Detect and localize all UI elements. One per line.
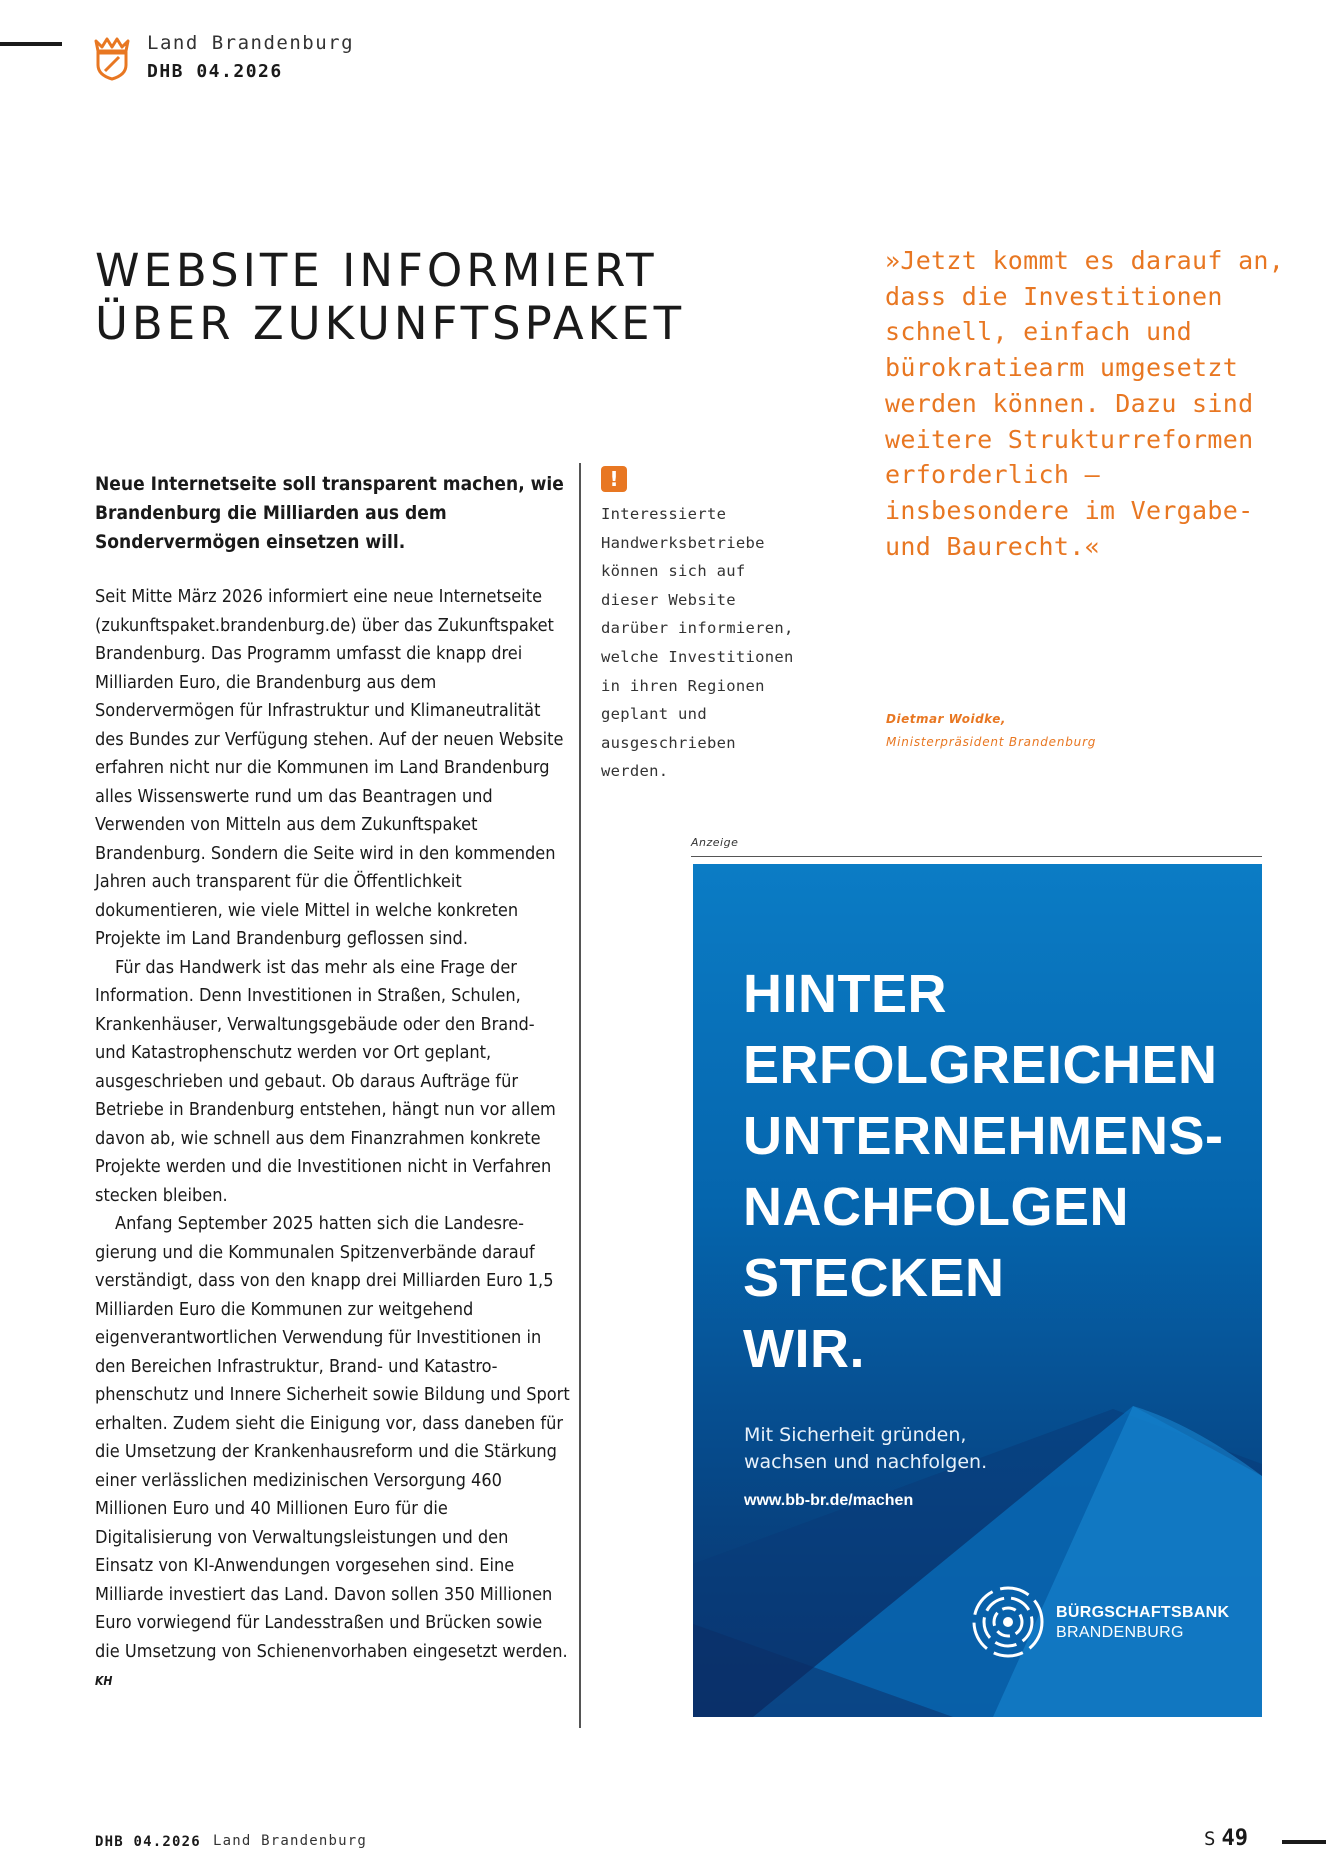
advert-headline-line: STECKEN xyxy=(743,1248,1005,1308)
advert-subline-line: Mit Sicherheit gründen, xyxy=(744,1424,967,1446)
article-headline xyxy=(95,244,715,350)
exclamation-icon: ! xyxy=(601,466,627,492)
quote-author: Dietmar Woidke, xyxy=(886,712,1006,726)
header-rule xyxy=(0,42,62,46)
headline-line-1: WEBSITE INFORMIERT xyxy=(95,244,658,297)
advert-headline-line: ERFOLGREICHEN xyxy=(743,1035,1218,1095)
quote-author-name: Dietmar Woidke xyxy=(886,712,1001,726)
pull-quote: »Jetzt kommt es darauf an, dass die Investitionen schnell, einfach und bürokratiearm umgesetzt werden können. Dazu sind weitere Strukturreformen erforderlich – insbesondere im Vergabe- und Baurecht.« xyxy=(885,246,1285,561)
page-number-value: 49 xyxy=(1221,1826,1248,1851)
advert-headline-line: HINTER xyxy=(743,964,947,1024)
article-paragraph: Seit Mitte März 2026 informiert eine neue Internetseite (zukunftspaket.brandenburg.de) über das Zukunftspaket Brandenburg. Das Programm umfasst die knapp drei Milliarden Euro, die Brandenburg aus dem Sondervermögen für Infrastruktur und Klimaneutralität des Bundes zur Verfügung stehen. Auf der neuen Website erfahren nicht nur die Kommunen im Land Brandenburg alles Wissenswerte rund um das Beantragen und Verwenden von Mitteln aus dem Zukunftspaket Brandenburg. Sondern die Seite wird in den kommenden Jahren auch transparent für die Öffentlichkeit dokumentieren, wie viele Mittel in welche konkreten Projekte im Land Brandenburg geflossen sind. xyxy=(95,586,564,949)
header-issue: DHB 04.2026 xyxy=(147,61,283,82)
advert-subline xyxy=(744,1422,1064,1476)
advert-brand-name: BÜRGSCHAFTSBANK xyxy=(1056,1604,1230,1621)
advert-headline-line: NACHFOLGEN xyxy=(743,1177,1129,1237)
advert-headline-line: WIR. xyxy=(743,1319,865,1379)
buergschaftsbank-logo-icon xyxy=(970,1584,1046,1660)
footer-rule xyxy=(1282,1840,1326,1844)
author-initials: KH xyxy=(95,1674,113,1688)
crest-icon xyxy=(92,35,132,81)
page-number xyxy=(1204,1826,1248,1851)
advert-label: Anzeige xyxy=(691,836,739,849)
advert-headline xyxy=(743,959,1262,1385)
article-body xyxy=(95,583,570,1696)
footer-issue: DHB 04.2026 xyxy=(95,1834,201,1850)
article-paragraph: Für das Handwerk ist das mehr als eine Frage der Information. Denn Investitionen in Straßen, Schulen, Krankenhäuser, Verwaltungsgebäude oder den Brand- und Katastrophenschutz werden vor Ort geplant, ausgeschrieben und gebaut. Ob daraus Aufträge für Betriebe in Brandenburg entstehen, hängt nun vor allem davon ab, wie schnell aus dem Finanzrahmen konkrete Projekte werden und die Investitionen nicht in Verfahren stecken bleiben. xyxy=(95,956,556,1206)
advertisement[interactable] xyxy=(693,864,1262,1717)
advert-rule xyxy=(691,856,1262,857)
headline-line-2: ÜBER ZUKUNFTSPAKET xyxy=(95,297,686,350)
quote-author-role: Ministerpräsident Brandenburg xyxy=(886,735,1097,749)
article-lead: Neue Internetseite soll transparent machen, wie Brandenburg die Milliarden aus dem Sondervermögen einsetzen will. xyxy=(95,473,564,553)
advert-url-link[interactable]: www.bb-br.de/machen xyxy=(744,1492,914,1509)
footer-region: Land Brandenburg xyxy=(213,1833,368,1849)
column-divider xyxy=(579,463,581,1728)
info-box-text: Interessierte Handwerksbetriebe können sich auf dieser Website darüber informieren, welche Investitionen in ihren Regionen geplant und ausgeschrieben werden. xyxy=(601,505,794,781)
article-paragraph-text: Anfang September 2025 hatten sich die Landesregierung und die Kommunalen Spitzenverbände darauf verständigt, dass von den knapp drei Milliarden Euro 1,5 Milliarden Euro die Kommunen zur weitgehend eigenverantwortlichen Verwendung für Investitionen in den Bereichen Infrastruktur, Brand- und Katastrophenschutz und Innere Sicherheit sowie Bildung und Sport erhalten. Zudem sieht die Einigung vor, dass daneben für die Umsetzung der Krankenhausreform und die Stärkung einer verlässlichen medizinischen Versorgung 460 Millionen Euro und 40 Millionen Euro für die Digitalisierung von Verwaltungsleistungen und den Einsatz von KI-Anwendungen vorgesehen sind. Eine Milliarde investiert das Land. Davon sollen 350 Millionen Euro vorwiegend für Landesstraßen und Brücken sowie die Umsetzung von Schienenvorhaben eingesetzt werden. xyxy=(95,1213,570,1662)
header-region: Land Brandenburg xyxy=(147,32,355,54)
page-prefix: S xyxy=(1204,1828,1216,1850)
article-paragraph xyxy=(95,1210,570,1696)
advert-headline-line: UNTERNEHMENS- xyxy=(743,1106,1224,1166)
advert-brand-region: BRANDENBURG xyxy=(1056,1624,1184,1641)
advert-subline-line: wachsen und nachfolgen. xyxy=(744,1451,988,1473)
